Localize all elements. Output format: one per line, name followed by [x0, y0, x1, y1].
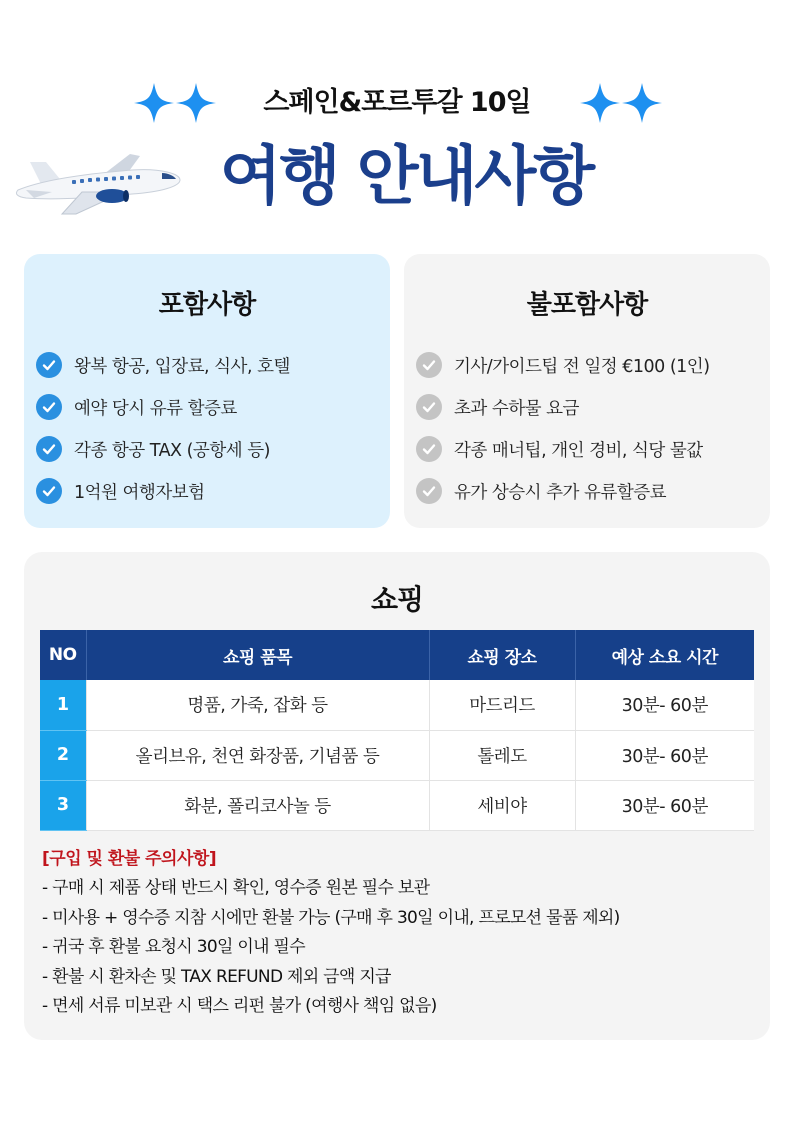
column-header-item: 쇼핑 품목 — [86, 630, 429, 680]
table-row — [40, 730, 754, 780]
table-row — [40, 680, 754, 730]
notice-line: - 미사용 + 영수증 지참 시에만 환불 가능 (구매 후 30일 이내, 프로모션 물품 제외) — [42, 907, 620, 928]
excluded-title: 불포함사항 — [526, 290, 648, 320]
check-circle-icon — [416, 478, 442, 504]
row-number: 3 — [40, 780, 86, 830]
check-circle-icon — [416, 436, 442, 462]
shopping-section — [24, 552, 770, 1040]
list-item — [416, 470, 710, 512]
included-item-text: 왕복 항공, 입장료, 식사, 호텔 — [74, 356, 290, 377]
header — [0, 0, 794, 240]
list-item — [36, 428, 290, 470]
refund-notice — [42, 844, 620, 1022]
included-list — [36, 344, 290, 512]
column-header-place: 쇼핑 장소 — [429, 630, 575, 680]
excluded-list — [416, 344, 710, 512]
check-circle-icon — [36, 436, 62, 462]
shopping-table — [40, 630, 754, 831]
check-circle-icon — [36, 478, 62, 504]
airplane-icon — [12, 140, 184, 218]
shopping-time: 30분- 60분 — [575, 680, 754, 730]
column-header-time: 예상 소요 시간 — [575, 630, 754, 680]
notice-line: - 구매 시 제품 상태 반드시 확인, 영수증 원본 필수 보관 — [42, 878, 430, 898]
check-circle-icon — [416, 352, 442, 378]
included-card — [24, 254, 390, 528]
list-item — [36, 470, 290, 512]
shopping-place: 세비야 — [429, 780, 575, 830]
shopping-title: 쇼핑 — [370, 583, 424, 616]
shopping-time: 30분- 60분 — [575, 730, 754, 780]
check-circle-icon — [36, 352, 62, 378]
notice-line: - 면세 서류 미보관 시 택스 리펀 불가 (여행사 책임 없음) — [42, 996, 437, 1016]
column-header-no: NO — [40, 630, 86, 680]
check-circle-icon — [416, 394, 442, 420]
row-number: 1 — [40, 680, 86, 730]
excluded-item-text: 기사/가이드팁 전 일정 €100 (1인) — [454, 356, 710, 377]
shopping-item: 화분, 폴리코사놀 등 — [86, 780, 429, 830]
included-item-text: 1억원 여행자보험 — [74, 482, 205, 503]
excluded-item-text: 각종 매너팁, 개인 경비, 식당 물값 — [454, 440, 703, 461]
included-item-text: 예약 당시 유류 할증료 — [74, 398, 237, 419]
shopping-item: 올리브유, 천연 화장품, 기념품 등 — [86, 730, 429, 780]
list-item — [36, 386, 290, 428]
notice-title: [구입 및 환불 주의사항] — [42, 849, 217, 869]
page-subtitle: 스페인&포르투갈 10일 — [263, 87, 531, 118]
shopping-time: 30분- 60분 — [575, 780, 754, 830]
check-circle-icon — [36, 394, 62, 420]
shopping-item: 명품, 가죽, 잡화 등 — [86, 680, 429, 730]
included-item-text: 각종 항공 TAX (공항세 등) — [74, 440, 270, 461]
page-title: 여행 안내사항 — [219, 140, 593, 214]
sparkle-icon — [578, 80, 668, 126]
list-item — [416, 344, 710, 386]
included-title: 포함사항 — [158, 290, 256, 320]
excluded-item-text: 유가 상승시 추가 유류할증료 — [454, 482, 667, 503]
list-item — [416, 386, 710, 428]
list-item — [416, 428, 710, 470]
excluded-card — [404, 254, 770, 528]
list-item — [36, 344, 290, 386]
notice-line: - 귀국 후 환불 요청시 30일 이내 필수 — [42, 937, 305, 957]
shopping-place: 마드리드 — [429, 680, 575, 730]
excluded-item-text: 초과 수하물 요금 — [454, 398, 579, 419]
table-row — [40, 780, 754, 830]
table-header-row — [40, 630, 754, 680]
row-number: 2 — [40, 730, 86, 780]
notice-line: - 환불 시 환차손 및 TAX REFUND 제외 금액 지급 — [42, 966, 391, 987]
shopping-place: 톨레도 — [429, 730, 575, 780]
